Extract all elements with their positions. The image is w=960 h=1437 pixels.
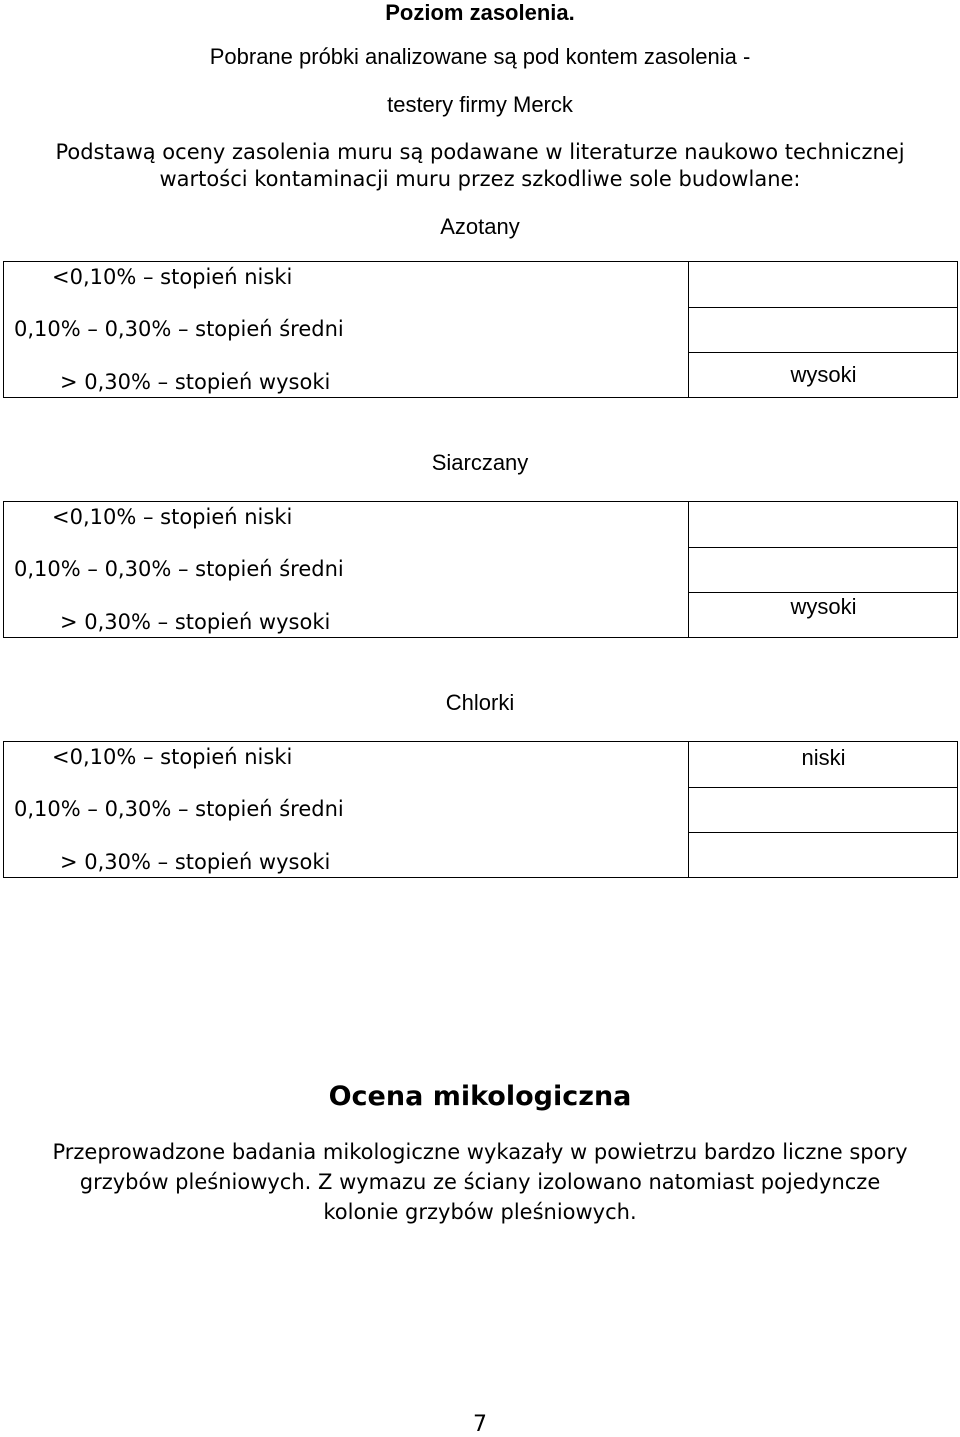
- basis-line-2: wartości kontaminacji muru przez szkodliwe sole budowlane:: [159, 167, 801, 191]
- salinity-table-chlorki: [3, 741, 958, 878]
- section-title-siarczany: Siarczany: [431, 450, 529, 475]
- mycology-line-1: Przeprowadzone badania mikologiczne wykazały w powietrzu bardzo liczne spory: [52, 1140, 908, 1164]
- table-divider: [688, 742, 689, 877]
- table-divider: [688, 262, 689, 397]
- result-cell-low: niski: [801, 745, 846, 770]
- table-divider: [688, 502, 689, 637]
- scale-low-label: <0,10% – stopień niski: [52, 505, 293, 529]
- scale-medium-label: 0,10% – 0,30% – stopień średni: [14, 317, 344, 341]
- section-title-azotany: Azotany: [440, 214, 520, 239]
- mycology-heading: Ocena mikologiczna: [328, 1081, 632, 1112]
- result-cell-high: [690, 832, 957, 877]
- result-cell-medium: [690, 787, 957, 832]
- mycology-line-2: grzybów pleśniowych. Z wymazu ze ściany izolowano natomiast pojedyncze: [79, 1170, 881, 1194]
- intro-line-1: Pobrane próbki analizowane są pod kontem zasolenia -: [209, 44, 751, 69]
- scale-medium-label: 0,10% – 0,30% – stopień średni: [14, 797, 344, 821]
- result-cell-high: wysoki: [790, 362, 857, 387]
- salinity-table-azotany: [3, 261, 958, 398]
- scale-low-label: <0,10% – stopień niski: [52, 265, 293, 289]
- result-cell-high: wysoki: [790, 594, 857, 619]
- scale-low-label: <0,10% – stopień niski: [52, 745, 293, 769]
- page-heading: Poziom zasolenia.: [385, 0, 575, 25]
- scale-high-label: > 0,30% – stopień wysoki: [60, 370, 331, 394]
- result-cell-medium: [690, 307, 957, 352]
- page-number: 7: [473, 1412, 487, 1437]
- scale-high-label: > 0,30% – stopień wysoki: [60, 850, 331, 874]
- basis-line-1: Podstawą oceny zasolenia muru są podawane w literaturze naukowo technicznej: [55, 140, 905, 164]
- section-title-chlorki: Chlorki: [445, 690, 515, 715]
- result-cell-low: [690, 262, 957, 307]
- scale-medium-label: 0,10% – 0,30% – stopień średni: [14, 557, 344, 581]
- salinity-table-siarczany: [3, 501, 958, 638]
- mycology-line-3: kolonie grzybów pleśniowych.: [323, 1200, 637, 1224]
- result-cell-low: [690, 502, 957, 547]
- scale-high-label: > 0,30% – stopień wysoki: [60, 610, 331, 634]
- intro-line-2: testery firmy Merck: [387, 92, 573, 117]
